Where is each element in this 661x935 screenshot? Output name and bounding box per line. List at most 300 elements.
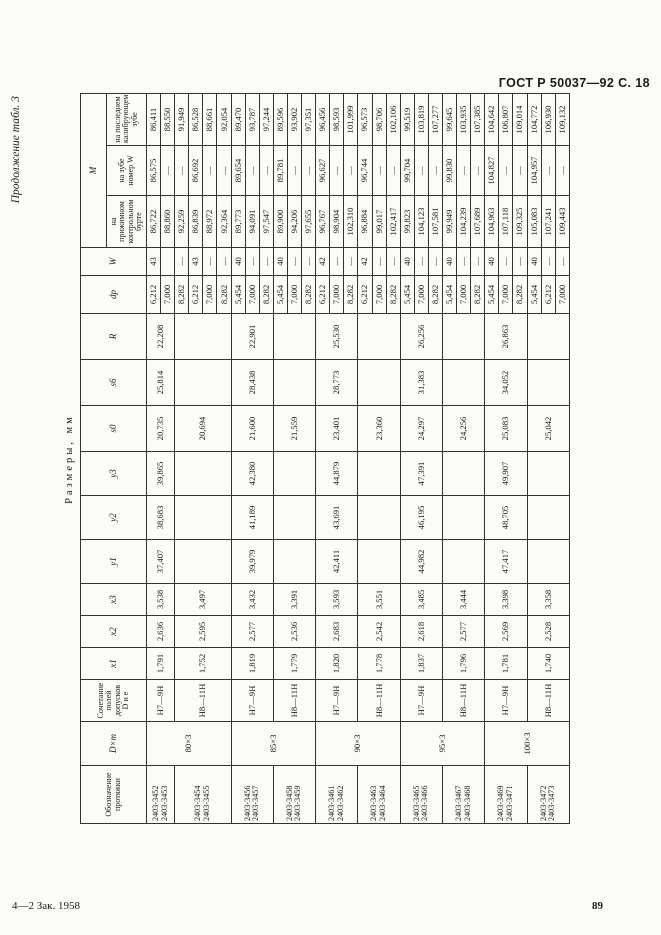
cell-m3: 104,772 xyxy=(527,93,541,145)
cell-m1: 109,443 xyxy=(555,196,569,248)
cell-y2: 48,705 xyxy=(485,496,527,540)
cell-x1: 1,778 xyxy=(358,648,400,680)
cell-w: — xyxy=(457,248,471,276)
cell-fit: H7—9H xyxy=(231,680,273,722)
cell-dp: 8,282 xyxy=(259,276,273,314)
cell-w: — xyxy=(302,248,316,276)
cell-s0: 25,083 xyxy=(485,406,527,452)
col-header-m: M xyxy=(81,93,107,247)
cell-w: 40 xyxy=(273,248,287,276)
cell-m3: 92,054 xyxy=(217,93,231,145)
designation-line: 2403-3462 xyxy=(335,785,345,821)
cell-y2: 41,189 xyxy=(231,496,273,540)
cell-m1: 107,581 xyxy=(428,196,442,248)
cell-w: 40 xyxy=(442,248,456,276)
cell-dp: 8,282 xyxy=(471,276,485,314)
cell-y3 xyxy=(273,452,315,496)
cell-w: 43 xyxy=(189,248,203,276)
page-header: ГОСТ Р 50037—92 С. 18 xyxy=(498,76,650,90)
cell-m2: — xyxy=(217,146,231,196)
cell-m1: 102,417 xyxy=(386,196,400,248)
cell-designation xyxy=(442,766,484,824)
cell-x3: 3,485 xyxy=(400,584,442,616)
cell-m1: 107,241 xyxy=(541,196,555,248)
cell-m1: 99,823 xyxy=(400,196,414,248)
cell-s0: 24,297 xyxy=(400,406,442,452)
cell-y3: 47,391 xyxy=(400,452,442,496)
cell-fit: H7—9H xyxy=(400,680,442,722)
cell-m3: 102,106 xyxy=(386,93,400,145)
col-header-dxm: D×m xyxy=(81,722,147,766)
cell-w: — xyxy=(175,248,189,276)
cell-m1: 96,884 xyxy=(358,196,372,248)
designation-line: 2403-3464 xyxy=(378,785,388,821)
cell-w: — xyxy=(414,248,428,276)
cell-m1: 104,239 xyxy=(457,196,471,248)
cell-m1: 94,091 xyxy=(245,196,259,248)
cell-w: 40 xyxy=(400,248,414,276)
cell-dp: 7,000 xyxy=(414,276,428,314)
cell-y1 xyxy=(175,540,231,584)
cell-fit: H8—11H xyxy=(273,680,315,722)
cell-m3: 101,999 xyxy=(344,93,358,145)
cell-dp: 8,282 xyxy=(513,276,527,314)
cell-y1: 42,411 xyxy=(316,540,358,584)
cell-m1: 107,118 xyxy=(499,196,513,248)
cell-designation xyxy=(400,766,442,824)
cell-m2: — xyxy=(471,146,485,196)
table-body xyxy=(147,93,570,823)
cell-dp: 5,454 xyxy=(527,276,541,314)
cell-y1: 39,979 xyxy=(231,540,273,584)
cell-x1: 1,820 xyxy=(316,648,358,680)
designation-line: 2403-3453 xyxy=(159,785,169,821)
cell-x3: 3,398 xyxy=(485,584,527,616)
cell-x3: 3,538 xyxy=(147,584,175,616)
cell-r xyxy=(358,314,400,360)
col-header-r: R xyxy=(81,314,147,360)
table-row xyxy=(485,93,499,823)
cell-m2: — xyxy=(499,146,513,196)
table-row xyxy=(358,93,372,823)
cell-m1: 94,206 xyxy=(287,196,301,248)
cell-m3: 99,519 xyxy=(400,93,414,145)
cell-w: 42 xyxy=(358,248,372,276)
cell-m1: 92,364 xyxy=(217,196,231,248)
cell-m2: — xyxy=(555,146,569,196)
cell-y3: 44,879 xyxy=(316,452,358,496)
cell-s6 xyxy=(527,360,569,406)
cell-w: — xyxy=(259,248,273,276)
designation-line: 2403-3472 xyxy=(538,785,548,821)
cell-m2: — xyxy=(541,146,555,196)
cell-m1: 99,949 xyxy=(442,196,456,248)
cell-m3: 86,528 xyxy=(189,93,203,145)
cell-s6 xyxy=(273,360,315,406)
cell-m1: 104,963 xyxy=(485,196,499,248)
cell-m1: 102,310 xyxy=(344,196,358,248)
cell-designation xyxy=(485,766,527,824)
cell-x2: 2,636 xyxy=(147,616,175,648)
cell-w: — xyxy=(541,248,555,276)
cell-dp: 7,000 xyxy=(245,276,259,314)
cell-m3: 98,593 xyxy=(330,93,344,145)
cell-w: — xyxy=(513,248,527,276)
cell-m2: — xyxy=(302,146,316,196)
table-row xyxy=(527,93,541,823)
cell-x2: 2,528 xyxy=(527,616,569,648)
rotated-table-block xyxy=(10,94,570,824)
cell-dp: 6,212 xyxy=(147,276,161,314)
table-row xyxy=(316,93,330,823)
cell-y1: 47,417 xyxy=(485,540,527,584)
cell-m2: — xyxy=(428,146,442,196)
cell-dp: 8,282 xyxy=(302,276,316,314)
cell-s0: 21,600 xyxy=(231,406,273,452)
designation-line: 2403-3458 xyxy=(284,785,294,821)
col-header-w: W xyxy=(81,248,147,276)
cell-w: — xyxy=(428,248,442,276)
cell-m2: 96,744 xyxy=(358,146,372,196)
cell-y1: 37,407 xyxy=(147,540,175,584)
cell-dxm: 85×3 xyxy=(231,722,316,766)
cell-x1: 1,781 xyxy=(485,648,527,680)
cell-m2: — xyxy=(513,146,527,196)
cell-fit: H7—9H xyxy=(147,680,175,722)
cell-x3: 3,444 xyxy=(442,584,484,616)
col-header-m-sub1: на прижимном контрольном бурте xyxy=(107,196,147,248)
cell-y1 xyxy=(527,540,569,584)
cell-y2 xyxy=(273,496,315,540)
cell-x2: 2,683 xyxy=(316,616,358,648)
cell-r xyxy=(527,314,569,360)
cell-designation xyxy=(273,766,315,824)
cell-m2: 96,627 xyxy=(316,146,330,196)
cell-dp: 8,282 xyxy=(217,276,231,314)
cell-dxm: 80×3 xyxy=(147,722,232,766)
cell-y2 xyxy=(527,496,569,540)
cell-w xyxy=(161,248,175,276)
col-header-y3: y3 xyxy=(81,452,147,496)
cell-y2 xyxy=(175,496,231,540)
designation-line: 2403-3471 xyxy=(504,785,514,821)
cell-y1 xyxy=(273,540,315,584)
designation-line: 2403-3468 xyxy=(462,785,472,821)
cell-dp: 5,454 xyxy=(442,276,456,314)
cell-m1: 109,325 xyxy=(513,196,527,248)
cell-x2: 2,542 xyxy=(358,616,400,648)
cell-m3: 109,132 xyxy=(555,93,569,145)
cell-w: — xyxy=(471,248,485,276)
cell-m2: 86,575 xyxy=(147,146,161,196)
cell-m2: — xyxy=(330,146,344,196)
cell-designation xyxy=(316,766,358,824)
cell-w: — xyxy=(245,248,259,276)
table-row xyxy=(273,93,287,823)
cell-y3: 42,380 xyxy=(231,452,273,496)
cell-s0: 25,042 xyxy=(527,406,569,452)
cell-w: — xyxy=(330,248,344,276)
cell-s0: 24,256 xyxy=(442,406,484,452)
table-row xyxy=(147,93,161,823)
col-header-y2: y2 xyxy=(81,496,147,540)
designation-line: 2403-3467 xyxy=(454,785,463,821)
cell-dp: 7,000 xyxy=(203,276,217,314)
cell-m2: 86,692 xyxy=(189,146,203,196)
cell-m1: 86,839 xyxy=(189,196,203,248)
cell-y1 xyxy=(358,540,400,584)
cell-x3: 3,391 xyxy=(273,584,315,616)
cell-dp: 8,282 xyxy=(344,276,358,314)
table-continuation-label: Продолжение табл. 3 xyxy=(10,96,22,204)
cell-m2: — xyxy=(344,146,358,196)
parameters-table xyxy=(80,93,570,824)
cell-y1: 44,982 xyxy=(400,540,442,584)
cell-m1: 96,767 xyxy=(316,196,330,248)
designation-line: 2403-3456 xyxy=(242,785,252,821)
cell-m2: 89,781 xyxy=(273,146,287,196)
cell-s6: 28,438 xyxy=(231,360,273,406)
cell-s0: 23,401 xyxy=(316,406,358,452)
designation-line: 2403-3463 xyxy=(369,785,379,821)
designation-line: 2403-3459 xyxy=(293,785,303,821)
cell-m3: 88,550 xyxy=(161,93,175,145)
cell-m1: 86,722 xyxy=(147,196,161,248)
cell-dp: 7,000 xyxy=(372,276,386,314)
cell-m3: 109,014 xyxy=(513,93,527,145)
cell-dp: 7,000 xyxy=(161,276,175,314)
col-header-x3: x3 xyxy=(81,584,147,616)
cell-m2: — xyxy=(386,146,400,196)
cell-dp: 7,000 xyxy=(555,276,569,314)
cell-dp: 7,000 xyxy=(287,276,301,314)
cell-m3: 91,949 xyxy=(175,93,189,145)
table-row xyxy=(442,93,456,823)
cell-r xyxy=(175,314,231,360)
cell-r xyxy=(442,314,484,360)
cell-m3: 98,706 xyxy=(372,93,386,145)
cell-dp: 5,454 xyxy=(273,276,287,314)
cell-x1: 1,779 xyxy=(273,648,315,680)
cell-s0: 23,360 xyxy=(358,406,400,452)
cell-s0: 20,694 xyxy=(175,406,231,452)
cell-fit: H7—9H xyxy=(485,680,527,722)
cell-m1: 107,689 xyxy=(471,196,485,248)
cell-m3: 96,573 xyxy=(358,93,372,145)
cell-m1: 105,083 xyxy=(527,196,541,248)
cell-w: — xyxy=(217,248,231,276)
cell-x3: 3,551 xyxy=(358,584,400,616)
cell-m3: 99,645 xyxy=(442,93,456,145)
cell-m3: 93,787 xyxy=(245,93,259,145)
cell-s6: 25,814 xyxy=(147,360,175,406)
cell-y2 xyxy=(358,496,400,540)
cell-w: 42 xyxy=(316,248,330,276)
table-row xyxy=(231,93,245,823)
cell-m3: 107,385 xyxy=(471,93,485,145)
cell-m2: — xyxy=(245,146,259,196)
cell-s6 xyxy=(442,360,484,406)
cell-y3: 49,907 xyxy=(485,452,527,496)
cell-y2: 46,195 xyxy=(400,496,442,540)
cell-dp: 8,282 xyxy=(175,276,189,314)
cell-fit: H8—11H xyxy=(358,680,400,722)
cell-m2: — xyxy=(287,146,301,196)
designation-line: 2403-3455 xyxy=(201,785,211,821)
col-header-fit: Сочетание полей допусков D и e xyxy=(81,680,147,722)
cell-x2: 2,577 xyxy=(231,616,273,648)
cell-m3: 106,807 xyxy=(499,93,513,145)
cell-m3: 86,411 xyxy=(147,93,161,145)
cell-m3: 89,596 xyxy=(273,93,287,145)
designation-line: 2403-3466 xyxy=(420,785,430,821)
cell-w: — xyxy=(287,248,301,276)
cell-m3: 106,930 xyxy=(541,93,555,145)
cell-m3: 103,819 xyxy=(414,93,428,145)
cell-m3: 97,244 xyxy=(259,93,273,145)
cell-designation xyxy=(147,766,175,824)
cell-m2: — xyxy=(161,146,175,196)
cell-m1: 88,860 xyxy=(161,196,175,248)
cell-w: 40 xyxy=(231,248,245,276)
designation-line: 2403-3452 xyxy=(150,785,160,821)
cell-y2 xyxy=(442,496,484,540)
cell-dp: 7,000 xyxy=(457,276,471,314)
cell-w: 40 xyxy=(527,248,541,276)
cell-w: — xyxy=(203,248,217,276)
cell-m3: 93,902 xyxy=(287,93,301,145)
designation-line: 2403-3454 xyxy=(193,785,203,821)
table-row xyxy=(400,93,414,823)
col-header-m-sub2: на зубе номер W xyxy=(107,146,147,196)
cell-r: 26,863 xyxy=(485,314,527,360)
col-header-designation: Обозначение протяжки xyxy=(81,766,147,824)
cell-fit: H8—11H xyxy=(175,680,231,722)
cell-m2: — xyxy=(259,146,273,196)
cell-designation xyxy=(358,766,400,824)
designation-line: 2403-3469 xyxy=(496,785,506,821)
cell-dxm: 90×3 xyxy=(316,722,401,766)
cell-x1: 1,752 xyxy=(175,648,231,680)
cell-y3 xyxy=(527,452,569,496)
cell-r: 26,256 xyxy=(400,314,442,360)
cell-m1: 89,900 xyxy=(273,196,287,248)
cell-designation xyxy=(231,766,273,824)
cell-m2: 104,827 xyxy=(485,146,499,196)
cell-m2: — xyxy=(414,146,428,196)
dimensions-caption: Размеры, мм xyxy=(64,414,75,504)
cell-dp: 6,212 xyxy=(541,276,555,314)
cell-m1: 88,972 xyxy=(203,196,217,248)
cell-m1: 104,123 xyxy=(414,196,428,248)
cell-y3 xyxy=(442,452,484,496)
footer-print-info: 4—2 Зак. 1958 xyxy=(12,900,80,912)
cell-s6 xyxy=(358,360,400,406)
cell-w: 40 xyxy=(485,248,499,276)
cell-fit: H7—9H xyxy=(316,680,358,722)
cell-r: 25,530 xyxy=(316,314,358,360)
cell-w: — xyxy=(372,248,386,276)
cell-fit: H8—11H xyxy=(442,680,484,722)
cell-x3: 3,358 xyxy=(527,584,569,616)
cell-y3: 39,865 xyxy=(147,452,175,496)
cell-y3 xyxy=(175,452,231,496)
col-header-x1: x1 xyxy=(81,648,147,680)
col-header-y1: y1 xyxy=(81,540,147,584)
cell-y2: 38,683 xyxy=(147,496,175,540)
designation-line: 2403-3457 xyxy=(251,785,261,821)
cell-dp: 8,282 xyxy=(386,276,400,314)
designation-line: 2403-3461 xyxy=(327,785,337,821)
cell-x1: 1,740 xyxy=(527,648,569,680)
cell-designation xyxy=(527,766,569,824)
cell-m1: 97,547 xyxy=(259,196,273,248)
cell-x2: 2,595 xyxy=(175,616,231,648)
cell-m2: — xyxy=(203,146,217,196)
cell-m2: — xyxy=(457,146,471,196)
cell-w: 43 xyxy=(147,248,161,276)
designation-line: 2403-3473 xyxy=(547,785,557,821)
cell-m3: 88,661 xyxy=(203,93,217,145)
cell-w: — xyxy=(499,248,513,276)
cell-dp: 5,454 xyxy=(231,276,245,314)
cell-fit: H8—11H xyxy=(527,680,569,722)
cell-dp: 6,212 xyxy=(316,276,330,314)
cell-x2: 2,618 xyxy=(400,616,442,648)
cell-x2: 2,569 xyxy=(485,616,527,648)
cell-m2: 99,704 xyxy=(400,146,414,196)
cell-s0: 20,735 xyxy=(147,406,175,452)
cell-x3: 3,432 xyxy=(231,584,273,616)
cell-s6 xyxy=(175,360,231,406)
cell-x2: 2,536 xyxy=(273,616,315,648)
cell-dp: 8,282 xyxy=(428,276,442,314)
cell-w: — xyxy=(386,248,400,276)
cell-r xyxy=(273,314,315,360)
cell-m3: 103,935 xyxy=(457,93,471,145)
cell-y3 xyxy=(358,452,400,496)
designation-line: 2403-3465 xyxy=(411,785,421,821)
cell-m1: 92,259 xyxy=(175,196,189,248)
col-header-s6: s6 xyxy=(81,360,147,406)
cell-s6: 28,773 xyxy=(316,360,358,406)
col-header-m-sub3: на последнем калибрующем зубе xyxy=(107,93,147,145)
cell-m2: — xyxy=(175,146,189,196)
cell-w: — xyxy=(555,248,569,276)
cell-designation xyxy=(175,766,231,824)
cell-x1: 1,791 xyxy=(147,648,175,680)
cell-s0: 21,559 xyxy=(273,406,315,452)
cell-m3: 104,642 xyxy=(485,93,499,145)
cell-m1: 98,904 xyxy=(330,196,344,248)
cell-m1: 97,655 xyxy=(302,196,316,248)
cell-m3: 96,456 xyxy=(316,93,330,145)
cell-m1: 89,773 xyxy=(231,196,245,248)
cell-dxm: 95×3 xyxy=(400,722,485,766)
cell-m3: 107,277 xyxy=(428,93,442,145)
cell-dp: 5,454 xyxy=(400,276,414,314)
cell-s6: 31,383 xyxy=(400,360,442,406)
cell-m3: 89,470 xyxy=(231,93,245,145)
cell-dp: 7,000 xyxy=(330,276,344,314)
cell-x3: 3,593 xyxy=(316,584,358,616)
cell-dp: 5,454 xyxy=(485,276,499,314)
cell-m3: 97,351 xyxy=(302,93,316,145)
cell-y1 xyxy=(442,540,484,584)
cell-s6: 34,052 xyxy=(485,360,527,406)
cell-m2: 89,654 xyxy=(231,146,245,196)
cell-r: 22,901 xyxy=(231,314,273,360)
